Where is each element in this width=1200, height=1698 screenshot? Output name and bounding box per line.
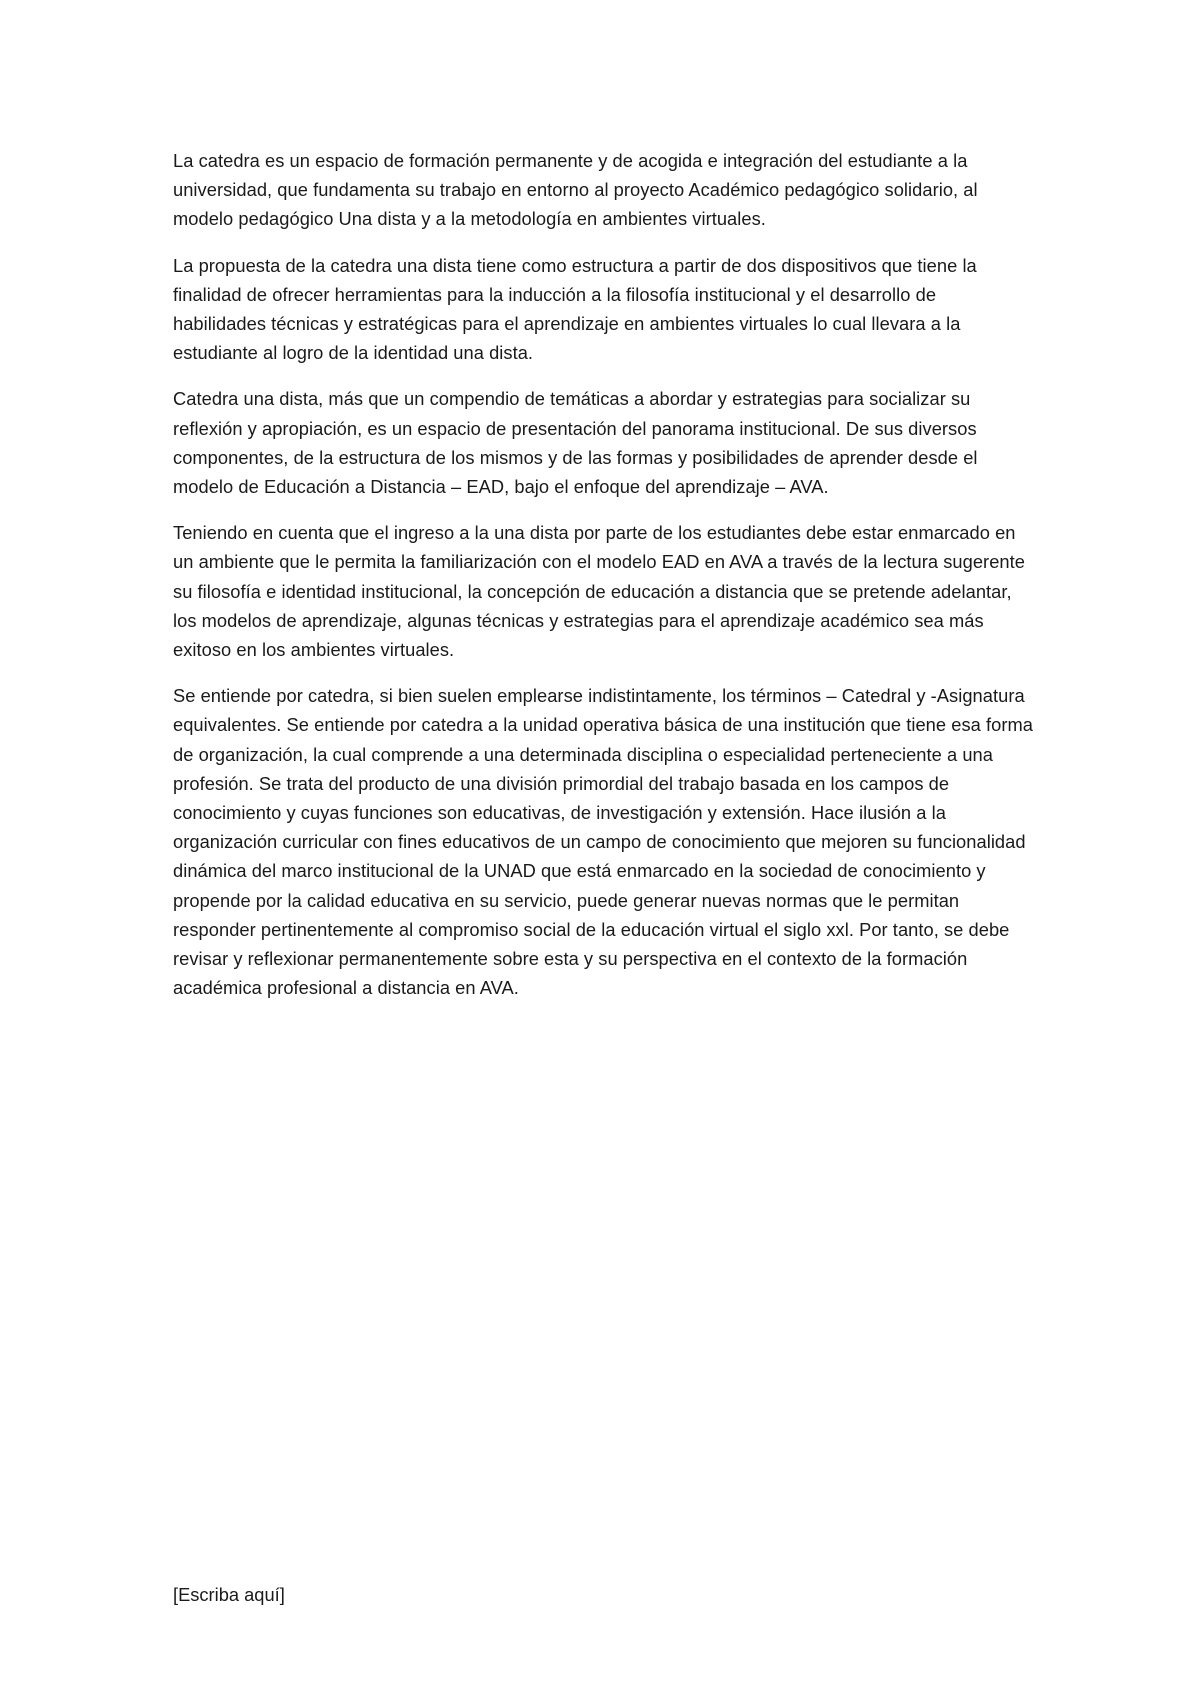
paragraph-2: La propuesta de la catedra una dista tiene como estructura a partir de dos dispositivos que tiene la finalidad de ofrecer herramientas para la inducción a la filosofía institucional y el desarrollo de habilidades técnicas y estratégicas para el aprendizaje en ambientes virtuales lo cual llevara a la estudiante al logro de la identidad una dista.	[173, 254, 977, 364]
paragraph-3: Catedra una dista, más que un compendio de temáticas a abordar y estrategias para socializar su reflexión y apropiación, es un espacio de presentación del panorama institucional. De sus diversos componentes, de la estructura de los mismos y de las formas y posibilidades de aprender desde el modelo de Educación a Distancia – EAD, bajo el enfoque del aprendizaje – AVA.	[173, 388, 978, 498]
paragraph-1: La catedra es un espacio de formación permanente y de acogida e integración del estudiante a la universidad, que fundamenta su trabajo en entorno al proyecto Académico pedagógico solidario, al modelo pedagógico Una dista y a la metodología en ambientes virtuales.	[173, 150, 978, 230]
paragraph-5: Se entiende por catedra, si bien suelen emplearse indistintamente, los términos – Catedral y -Asignatura equivalentes. Se entiende por catedra a la unidad operativa básica de una institución que tiene esa forma de organización, la cual comprende a una determinada disciplina o especialidad perteneciente a una profesión. Se trata del producto de una división primordial del trabajo basada en los campos de conocimiento y cuyas funciones son educativas, de investigación y extensión. Hace ilusión a la organización curricular con fines educativos de un campo de conocimiento que mejoren su funcionalidad dinámica del marco institucional de la UNAD que está enmarcado en la sociedad de conocimiento y propende por la calidad educativa en su servicio, puede generar nuevas normas que le permitan responder pertinentemente al compromiso social de la educación virtual el siglo xxl. Por tanto, se debe revisar y reflexionar permanentemente sobre esta y su perspectiva en el contexto de la formación académica profesional a distancia en AVA.	[173, 685, 1033, 999]
paragraph-4: Teniendo en cuenta que el ingreso a la una dista por parte de los estudiantes debe estar enmarcado en un ambiente que le permita la familiarización con el modelo EAD en AVA a través de la lectura sugerente su filosofía e identidad institucional, la concepción de educación a distancia que se pretende adelantar, los modelos de aprendizaje, algunas técnicas y estrategias para el aprendizaje académico sea más exitoso en los ambientes virtuales.	[173, 522, 1025, 661]
footer-placeholder[interactable]: [Escriba aquí]	[173, 1584, 285, 1605]
document-body	[173, 146, 1033, 1019]
